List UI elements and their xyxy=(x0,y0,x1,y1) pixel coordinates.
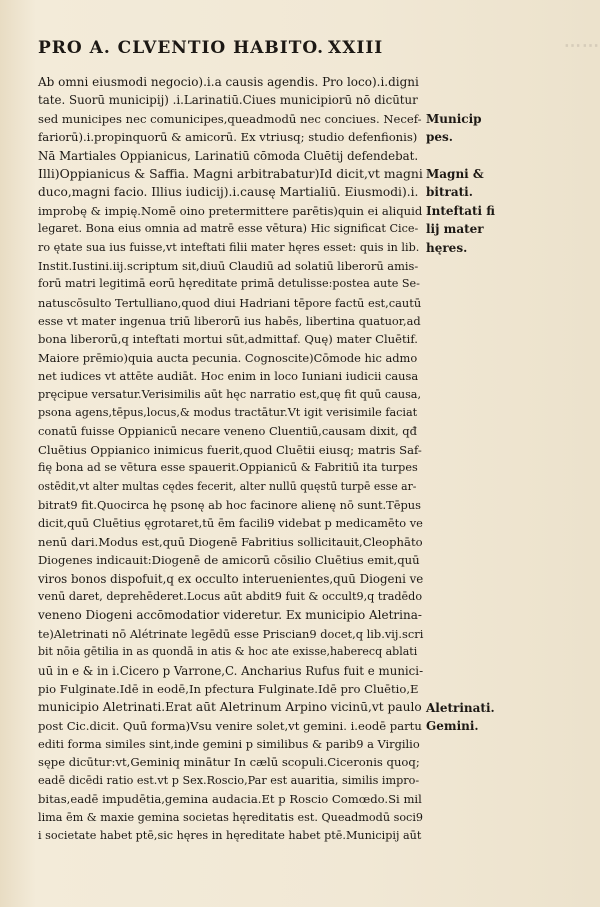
running-header xyxy=(38,38,558,62)
margin-note: Gemini. xyxy=(426,719,479,733)
margin-note: Municip xyxy=(426,111,482,126)
text-line: Nā Martiales Oppianicus, Larinatiū cōmoda Cluētij defendebat. xyxy=(38,148,419,163)
text-line: conatū fuisse Oppianicū necare veneno Cluentiū,causam dixit, qđ xyxy=(38,424,417,439)
text-line: net iudices vt attēte audiāt. Hoc enim in loco Iuniani iudicii causa xyxy=(38,369,419,384)
margin-note: Aletrinati. xyxy=(426,700,495,715)
text-line: Diogenes indicauit:Diogenē de amicorū cōsilio Cluētius emit,quū xyxy=(38,553,420,568)
text-line: i societate habet ptē,sic hęres in hęreditate habet ptē.Municipij aūt xyxy=(38,829,422,843)
running-title: PRO A. CLVENTIO HABITO. xyxy=(38,38,325,58)
text-line: ostēdit,vt alter multas cędes fecerit, alter nullū quęstū turpē esse ar- xyxy=(38,479,417,493)
text-line: municipio Aletrinati.Erat aūt Aletrinum Arpino vicinū,vt paulo xyxy=(38,700,422,715)
text-line: esse vt mater ingenua triū liberorū ius habēs, libertina quatuor,ad xyxy=(38,314,421,329)
text-line: improbę & impię.Nomē oino pretermittere parētis)quin ei aliquid xyxy=(38,203,423,218)
text-line: fię bona ad se vētura esse spauerit.Oppianicū & Fabritiū ita turpes xyxy=(38,461,418,475)
text-line: sępe dicūtur:vt,Geminiq minātur In cælū scopuli.Ciceronis quoq; xyxy=(38,755,420,770)
text-line: Cluētius Oppianico inimicus fuerit,quod Cluētii eiusq; matris Saf- xyxy=(38,442,422,457)
text-line: dicit,quū Cluētius ęgrotaret,tū ēm facili9 videbat p medicamēto ve xyxy=(38,516,423,531)
text-line: forū matri legitimā eorū hęreditate primā detulisse:postea aute Se- xyxy=(38,277,420,291)
text-line: duco,magni facio. Illius iudicij).i.causę Martialiū. Eiusmodi).i. xyxy=(38,185,419,200)
text-line: nenū dari.Modus est,quū Diogenē Fabritius sollicitauit,Cleophāto xyxy=(38,534,423,549)
text-line: te)Aletrinati nō Alétrinate legēdū esse Priscian9 docet,q lib.vij.scri xyxy=(38,626,424,641)
text-line: Instit.Iustini.iij.scriptum sit,diuū Claudiū ad solatiū liberorū amis- xyxy=(38,258,419,273)
text-line: uū in e & in i.Cicero p Varrone,C. Ancharius Rufus fuit e munici- xyxy=(38,663,424,678)
margin-note: Inteftati fi xyxy=(426,203,495,218)
margin-note: pes. xyxy=(426,130,453,145)
text-line: eadē dicēdi ratio est.vt p Sex.Roscio,Par est auaritia, similis impro- xyxy=(38,773,420,787)
text-line: pręcipue versatur.Verisimilis aūt hęc narratio est,quę fit quū causa, xyxy=(38,387,422,401)
text-line: sed municipes nec comunicipes,queadmodū nec conciues. Necef- xyxy=(38,111,422,126)
margin-note: bitrati. xyxy=(426,185,473,200)
text-line: lima ēm & maxie gemina societas hęreditatis est. Queadmodū soci9 xyxy=(38,810,424,824)
text-line: Ab omni eiusmodi negocio).i.a causis agendis. Pro loco).i.digni xyxy=(38,75,419,89)
text-line: bona liberorū,q inteftati mortui sūt,admittaf. Quę) mater Cluētif. xyxy=(38,332,418,347)
text-line: legaret. Bona eius omnia ad matrē esse vētura) Hic significat Cice- xyxy=(38,222,419,236)
margin-note: hęres. xyxy=(426,240,468,255)
margin-note: lij mater xyxy=(426,222,484,237)
text-line: Maiore prēmio)quia aucta pecunia. Cognoscite)Cōmode hic admo xyxy=(38,350,418,365)
text-line: Illi)Oppianicus & Saffia. Magni arbitrabatur)Id dicit,vt magni xyxy=(38,165,423,181)
margin-note: Magni & xyxy=(426,167,484,181)
text-line: viros bonos dispofuit,q ex occulto interuenientes,quū Diogeni ve xyxy=(38,571,424,586)
commentary-text-block xyxy=(38,73,423,845)
text-line: fariorū).i.propinquorū & amicorū. Ex vtriusq; studio defenfionis) xyxy=(38,130,418,145)
text-line: veneno Diogeni accōmodatior videretur. Ex municipio Aletrina- xyxy=(38,608,422,623)
folio-number: XXIII xyxy=(328,38,384,58)
show-through-text: ⋯⋯ xyxy=(564,36,600,56)
text-line: ro ętate sua ius fuisse,vt inteftati filii mater hęres esset: quis in lib. xyxy=(38,240,420,254)
text-line: post Cic.dicit. Quū forma)Vsu venire solet,vt gemini. i.eodē partu xyxy=(38,718,422,733)
text-line: psona agens,tēpus,locus,& modus tractātur.Vt igit verisimile faciat xyxy=(38,406,418,420)
text-line: bitrat9 fit.Quocirca hę psonę ab hoc facinore alienę nō sunt.Tēpus xyxy=(38,497,421,512)
text-line: tate. Suorū municipij) .i.Larinatiū.Ciues municipiorū nō dicūtur xyxy=(38,93,418,108)
text-line: bitas,eadē impudētia,gemina audacia.Et p Roscio Comœdo.Si mil xyxy=(38,792,422,807)
text-line: bit nōia gētilia in as quondā in atis & hoc ate exisse,haberecq ablati xyxy=(38,645,418,659)
text-line: editi forma similes sint,inde gemini p similibus & parib9 a Virgilio xyxy=(38,737,420,752)
text-line: venū daret, deprehēderet.Locus aūt abdit9 fuit & occult9,q tradēdo xyxy=(38,589,423,603)
text-line: natuscōsulto Tertulliano,quod diui Hadriani tēpore factū est,cautū xyxy=(38,295,422,310)
text-line: pio Fulginate.Idē in eodē,In pfectura Fulginate.Idē pro Cluētio,E xyxy=(38,681,419,696)
